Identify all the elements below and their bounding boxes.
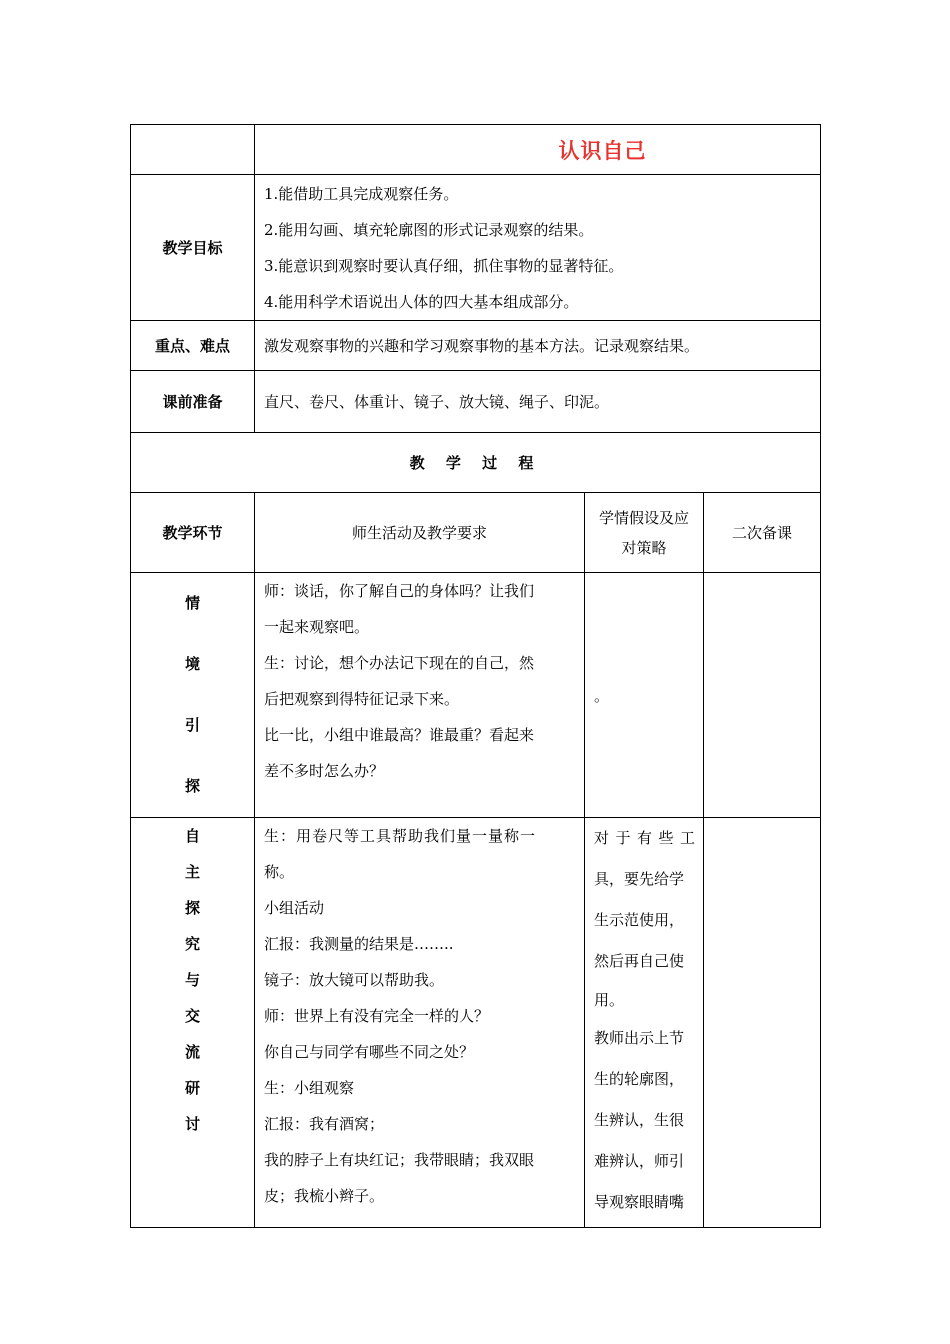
header-second-prep: 二次备课 — [704, 493, 821, 573]
preparation-label: 课前准备 — [131, 371, 255, 433]
header-strategy — [585, 493, 704, 573]
process-title: 教 学 过 程 — [131, 433, 821, 493]
strategy-line: 生辨认，生很 — [594, 1111, 685, 1129]
lesson-plan-table — [130, 124, 821, 1228]
activity-line: 汇报：我有酒窝； — [264, 1115, 385, 1133]
preparation-text: 直尺、卷尺、体重计、镜子、放大镜、绳子、印泥。 — [264, 393, 610, 411]
objective-item-2: 2.能用勾画、填充轮廓图的形式记录观察的结果。 — [264, 220, 594, 239]
section-situation-strategy — [585, 573, 704, 818]
header-stage: 教学环节 — [131, 493, 255, 573]
strategy-line: 用。 — [594, 991, 625, 1009]
strategy-char: 于 — [615, 829, 631, 847]
key-points-text: 激发观察事物的兴趣和学习观察事物的基本方法。记录观察结果。 — [264, 337, 700, 355]
section-situation-stage — [131, 573, 255, 818]
stage-char: 情 — [184, 594, 200, 612]
section-exploration-strategy — [585, 818, 704, 1228]
section-exploration-activity — [255, 818, 585, 1228]
strategy-line: 然后再自己使 — [594, 952, 685, 970]
key-points-row — [131, 321, 821, 371]
activity-line: 差不多时怎么办？ — [264, 762, 385, 780]
activity-line: 后把观察到得特征记录下来。 — [264, 690, 460, 708]
header-activity: 师生活动及教学要求 — [255, 493, 585, 573]
stage-char: 自 — [184, 827, 200, 845]
key-points-label: 重点、难点 — [131, 321, 255, 371]
activity-line: 汇报：我测量的结果是…….. — [264, 935, 454, 953]
page-title: 认识自己 — [558, 138, 647, 163]
strategy-line: 生的轮廓图， — [594, 1070, 685, 1088]
section-exploration-row — [131, 818, 821, 1228]
stage-char: 讨 — [184, 1115, 200, 1133]
activity-line: 师：世界上有没有完全一样的人？ — [264, 1007, 490, 1025]
activity-line: 生：讨论，想个办法记下现在的自己，然 — [264, 654, 535, 672]
preparation-cell — [255, 371, 821, 433]
stage-char: 探 — [184, 777, 200, 795]
section-situation-activity — [255, 573, 585, 818]
activity-line: 我的脖子上有块红记；我带眼睛；我双眼 — [264, 1151, 535, 1169]
strategy-mark: 。 — [594, 686, 610, 705]
process-title-row — [131, 433, 821, 493]
section-exploration-second-prep — [704, 818, 821, 1228]
section-situation-row — [131, 573, 821, 818]
activity-line: 小组活动 — [264, 899, 325, 917]
title-row — [131, 125, 821, 175]
strategy-char: 有 — [636, 829, 652, 847]
activity-line: 一起来观察吧。 — [264, 618, 370, 636]
strategy-line: 生示范使用， — [594, 911, 685, 929]
header-strategy-line-1: 学情假设及应 — [598, 508, 689, 527]
strategy-char: 工 — [679, 829, 695, 847]
stage-char: 与 — [184, 971, 200, 989]
stage-char: 探 — [184, 899, 200, 917]
activity-line: 镜子：放大镜可以帮助我。 — [264, 971, 445, 989]
stage-char: 研 — [184, 1079, 200, 1097]
strategy-first-line — [585, 818, 703, 859]
title-row-blank-cell — [131, 125, 255, 175]
strategy-line: 教师出示上节 — [594, 1029, 685, 1047]
process-header-row — [131, 493, 821, 573]
stage-char: 主 — [184, 863, 200, 881]
key-points-cell — [255, 321, 821, 371]
objectives-cell — [255, 175, 821, 321]
activity-line: 生：用卷尺等工具帮助我们量一量称一 — [264, 827, 537, 845]
objectives-label: 教学目标 — [131, 175, 255, 321]
strategy-char: 对 — [594, 829, 610, 847]
objectives-row — [131, 175, 821, 321]
strategy-line: 难辨认，师引 — [594, 1152, 685, 1170]
title-cell — [255, 125, 821, 175]
strategy-line: 导观察眼睛嘴 — [594, 1193, 685, 1211]
activity-line: 师：谈话，你了解自己的身体吗？让我们 — [264, 582, 535, 600]
activity-line: 生：小组观察 — [264, 1079, 355, 1097]
activity-line: 你自己与同学有哪些不同之处？ — [264, 1043, 475, 1061]
stage-char: 引 — [184, 716, 200, 734]
activity-line: 比一比，小组中谁最高？谁最重？看起来 — [264, 726, 535, 744]
objective-item-1: 1.能借助工具完成观察任务。 — [264, 184, 459, 203]
activity-line: 皮；我梳小辫子。 — [264, 1187, 385, 1205]
objective-item-3: 3.能意识到观察时要认真仔细，抓住事物的显著特征。 — [264, 256, 624, 275]
objective-item-4: 4.能用科学术语说出人体的四大基本组成部分。 — [264, 292, 579, 311]
section-exploration-stage — [131, 818, 255, 1228]
stage-char: 流 — [184, 1043, 200, 1061]
stage-char: 境 — [184, 655, 200, 673]
stage-char: 交 — [184, 1007, 200, 1025]
section-situation-second-prep — [704, 573, 821, 818]
stage-char: 究 — [184, 935, 200, 953]
preparation-row — [131, 371, 821, 433]
strategy-char: 些 — [658, 829, 674, 847]
header-strategy-line-2: 对策略 — [621, 538, 667, 557]
activity-line: 称。 — [264, 863, 295, 881]
strategy-line: 具，要先给学 — [594, 870, 685, 888]
